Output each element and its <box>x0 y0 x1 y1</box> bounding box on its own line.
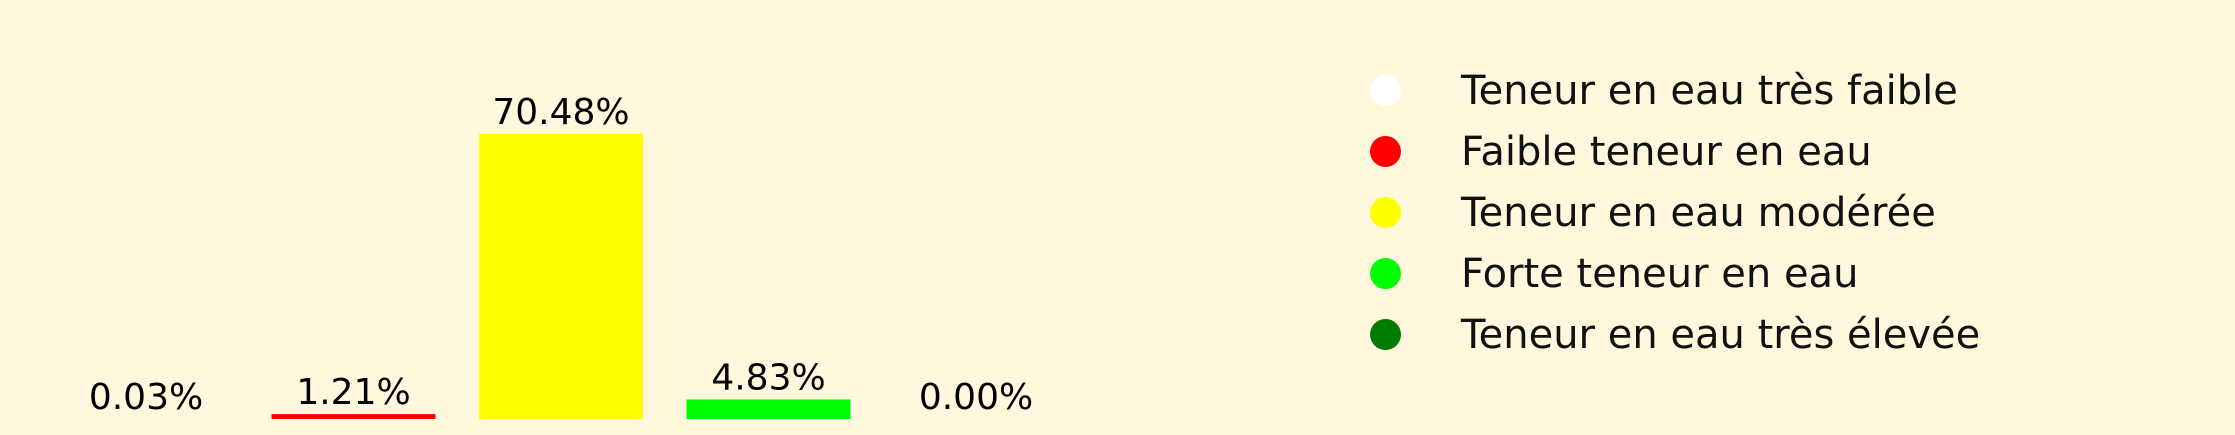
legend-label-low: Faible teneur en eau <box>1461 128 1872 175</box>
bar-moderate <box>479 134 643 419</box>
data-label-very-low: 0.03% <box>88 376 204 418</box>
legend-swatch-high <box>1370 258 1401 289</box>
legend-item-very-low <box>1370 60 1980 121</box>
data-label-low: 1.21% <box>296 372 411 414</box>
legend-swatch-low <box>1370 136 1401 167</box>
legend-item-moderate <box>1370 182 1980 243</box>
data-label-moderate: 70.48% <box>492 92 630 133</box>
legend <box>1370 60 1980 365</box>
legend-swatch-moderate <box>1370 197 1401 228</box>
legend-label-high: Forte teneur en eau <box>1461 250 1859 297</box>
bar-high <box>687 399 851 419</box>
legend-swatch-very-high <box>1370 319 1401 350</box>
legend-label-moderate: Teneur en eau modérée <box>1461 189 1936 236</box>
data-label-high: 4.83% <box>711 357 826 399</box>
legend-swatch-very-low <box>1370 75 1401 106</box>
legend-item-very-high <box>1370 304 1980 365</box>
legend-label-very-high: Teneur en eau très élevée <box>1461 311 1981 358</box>
legend-item-high <box>1370 243 1980 304</box>
legend-item-low <box>1370 121 1980 182</box>
bar-low <box>272 414 436 419</box>
legend-label-very-low: Teneur en eau très faible <box>1461 67 1958 114</box>
data-label-very-high: 0.00% <box>918 377 1034 418</box>
